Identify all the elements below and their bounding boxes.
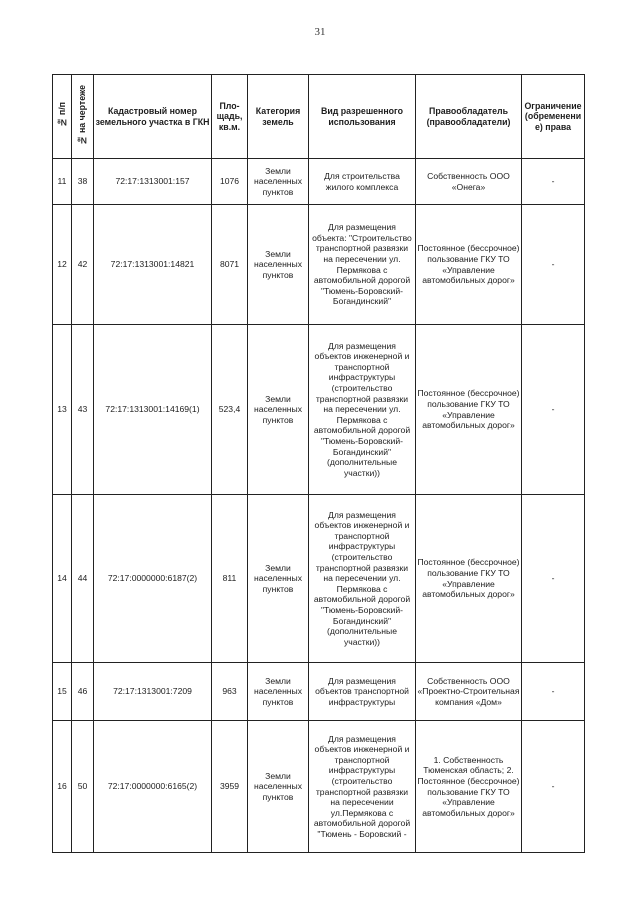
cell-num: 12: [53, 205, 72, 325]
cell-holder: Постоянное (бессрочное) пользование ГКУ ТО «Управление автомобильных дорог»: [416, 495, 522, 663]
cell-drawing: 38: [72, 159, 94, 205]
table-row: [53, 159, 585, 205]
cell-cadastral: 72:17:1313001:157: [94, 159, 212, 205]
table-row: [53, 325, 585, 495]
cell-num: 11: [53, 159, 72, 205]
cell-area: 1076: [212, 159, 248, 205]
cell-area: 3959: [212, 721, 248, 853]
land-plots-table: [52, 74, 585, 853]
cell-area: 8071: [212, 205, 248, 325]
cell-restriction: -: [522, 325, 585, 495]
cell-use: Для размещения объекта: "Строительство транспортной развязки на пересечении ул. Пермякова с автомобильной дорогой "Тюмень-Боровский-Богандинский": [309, 205, 416, 325]
cell-restriction: -: [522, 205, 585, 325]
cell-use: Для размещения объектов инженерной и транспортной инфраструктуры (строительство транспортной развязки на пересечении ул. Пермякова с автомобильной дорогой "Тюмень-Боровский-Богандинский" (дополнительные участки)): [309, 495, 416, 663]
cell-num: 14: [53, 495, 72, 663]
table-row: [53, 205, 585, 325]
cell-category: Земли населенных пунктов: [248, 159, 309, 205]
cell-drawing: 44: [72, 495, 94, 663]
header-drawing-num: № на чертеже: [72, 75, 94, 159]
cell-holder: Постоянное (бессрочное) пользование ГКУ ТО «Управление автомобильных дорог»: [416, 205, 522, 325]
header-use: Вид разрешенного использования: [309, 75, 416, 159]
cell-cadastral: 72:17:1313001:7209: [94, 663, 212, 721]
cell-area: 963: [212, 663, 248, 721]
page-number: 31: [314, 26, 326, 38]
cell-num: 13: [53, 325, 72, 495]
table-row: [53, 663, 585, 721]
cell-area: 811: [212, 495, 248, 663]
table-header-row: [53, 75, 585, 159]
cell-restriction: -: [522, 663, 585, 721]
cell-num: 15: [53, 663, 72, 721]
cell-category: Земли населенных пунктов: [248, 721, 309, 853]
cell-drawing: 43: [72, 325, 94, 495]
cell-use: Для размещения объектов транспортной инфраструктуры: [309, 663, 416, 721]
header-num: № п/п: [53, 75, 72, 159]
cell-holder: Собственность ООО «Онега»: [416, 159, 522, 205]
cell-area: 523,4: [212, 325, 248, 495]
cell-use: Для размещения объектов инженерной и транспортной инфраструктуры (строительство транспортной развязки на пересечении ул.Пермякова с автомобильной дорогой "Тюмень - Боровский -: [309, 721, 416, 853]
cell-restriction: -: [522, 159, 585, 205]
cell-drawing: 50: [72, 721, 94, 853]
cell-restriction: -: [522, 721, 585, 853]
cell-use: Для размещения объектов инженерной и транспортной инфраструктуры (строительство транспортной развязки на пересечении ул. Пермякова с автомобильной дорогой "Тюмень-Боровский-Богандинский" (дополнительные участки)): [309, 325, 416, 495]
cell-category: Земли населенных пунктов: [248, 325, 309, 495]
cell-category: Земли населенных пунктов: [248, 495, 309, 663]
cell-use: Для строительства жилого комплекса: [309, 159, 416, 205]
cell-cadastral: 72:17:1313001:14169(1): [94, 325, 212, 495]
header-area: Пло-щадь, кв.м.: [212, 75, 248, 159]
cell-holder: Собственность ООО «Проектно-Строительная компания «Дом»: [416, 663, 522, 721]
cell-drawing: 42: [72, 205, 94, 325]
header-category: Категория земель: [248, 75, 309, 159]
cell-holder: 1. Собственность Тюменская область; 2. Постоянное (бессрочное) пользование ГКУ ТО «Управление автомобильных дорог»: [416, 721, 522, 853]
cell-category: Земли населенных пунктов: [248, 205, 309, 325]
header-cadastral: Кадастровый номер земельного участка в ГКН: [94, 75, 212, 159]
header-restriction: Ограничение (обременение) права: [522, 75, 585, 159]
cell-cadastral: 72:17:0000000:6187(2): [94, 495, 212, 663]
cell-restriction: -: [522, 495, 585, 663]
cell-category: Земли населенных пунктов: [248, 663, 309, 721]
cell-cadastral: 72:17:1313001:14821: [94, 205, 212, 325]
header-holder: Правообладатель (правообладатели): [416, 75, 522, 159]
cell-drawing: 46: [72, 663, 94, 721]
table-row: [53, 721, 585, 853]
cell-num: 16: [53, 721, 72, 853]
cell-cadastral: 72:17:0000000:6165(2): [94, 721, 212, 853]
cell-holder: Постоянное (бессрочное) пользование ГКУ ТО «Управление автомобильных дорог»: [416, 325, 522, 495]
table-row: [53, 495, 585, 663]
